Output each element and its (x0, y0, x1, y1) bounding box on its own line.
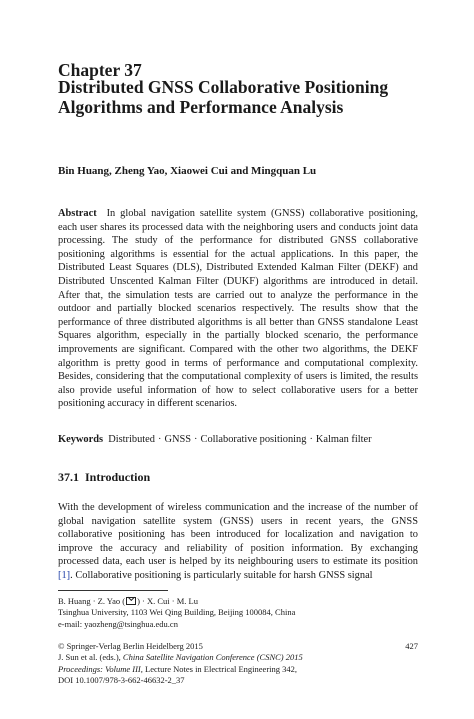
author-email: e-mail: yaozheng@tsinghua.edu.cn (58, 618, 178, 629)
document-page (58, 0, 418, 719)
intro-text-continued: . Collaborative positioning is particularly suitable for harsh GNSS signal (70, 569, 373, 581)
citation-link[interactable]: [1] (58, 569, 71, 581)
conference-name: China Satellite Navigation Conference (CSNC) 2015 (122, 652, 303, 663)
introduction-paragraph (58, 501, 418, 583)
editors-text: J. Sun et al. (eds.), (58, 652, 121, 663)
envelope-icon (126, 597, 136, 605)
proceedings-line (58, 664, 418, 675)
footnote-rule (58, 590, 168, 591)
publication-info (58, 641, 418, 686)
abstract (58, 207, 418, 411)
section-number: 37.1 (58, 470, 79, 484)
footnote-authors-end: ) · X. Cui · M. Lu (137, 596, 198, 606)
keywords (58, 433, 418, 447)
section-title: Introduction (85, 470, 151, 484)
affiliation-address: Tsinghua University, 1103 Wei Qing Building, Beijing 100084, China (58, 607, 296, 618)
keyword-separator: · (309, 434, 313, 445)
editors-line (58, 652, 418, 663)
keyword-item: Distributed (108, 434, 155, 445)
page-number: 427 (405, 641, 418, 651)
abstract-heading: Abstract (58, 208, 97, 219)
keyword-item: GNSS (164, 434, 192, 445)
keyword-separator: · (158, 434, 162, 445)
doi-line: DOI 10.1007/978-3-662-46632-2_37 (58, 674, 185, 685)
chapter-title: Distributed GNSS Collaborative Positioning Algorithms and Performance Analysis (58, 77, 389, 117)
keyword-item: Collaborative positioning (200, 434, 307, 445)
author-list: Bin Huang, Zheng Yao, Xiaowei Cui and Mingquan Lu (58, 165, 317, 177)
keyword-item: Kalman filter (315, 434, 372, 445)
abstract-text: In global navigation satellite system (GNSS) collaborative positioning, each user shares its processed data with the neighboring users and conducts joint data processing. The study of the performance for distributed GNSS collaborative positioning algorithms is essential for the actual applications. In this paper, the Distributed Least Squares (DLS), Distributed Extended Kalman Filter (DEKF) and Distributed Unscented Kalman Filter (DUKF) algorithms are introduced in detail. After that, the simulation tests are carried out to analyze the performance in the outdoor and partially blocked scenarios respectively. The results show that the performance of three distributed algorithms is all better than GNSS standalone Least Squares algorithm, especially in the partially blocked scenario, the performance improvements are significant. Compared with the other two algorithms, the DEKF algorithm is pretty good in terms of performance and computational complexity. Besides, considering that the computational complexity of users is limited, the results also provide useful information of how to select collaborative users for a better positioning accuracy in different scenarios. (58, 208, 418, 410)
keywords-heading: Keywords (58, 434, 104, 445)
footnote-authors-start: B. Huang · Z. Yao ( (58, 596, 126, 606)
section-heading (58, 469, 150, 485)
author-affiliation (58, 596, 418, 630)
footnote-authors (58, 596, 418, 607)
chapter-label: Chapter 37 (58, 60, 142, 80)
proceedings-volume: Proceedings: Volume III, (58, 663, 143, 674)
intro-text: With the development of wireless communication and the increase of the number of global navigation satellite system (GNSS) users in recent years, the GNSS collaborative positioning has been introduced for localization and navigation to improve the accuracy and reliability of position information. By exchanging processed data, each user is helped by its neighbouring users to estimate its position (58, 502, 418, 568)
keyword-separator: · (194, 434, 198, 445)
copyright-line: © Springer-Verlag Berlin Heidelberg 2015 (58, 641, 203, 651)
series-name: Lecture Notes in Electrical Engineering 342, (145, 663, 298, 674)
